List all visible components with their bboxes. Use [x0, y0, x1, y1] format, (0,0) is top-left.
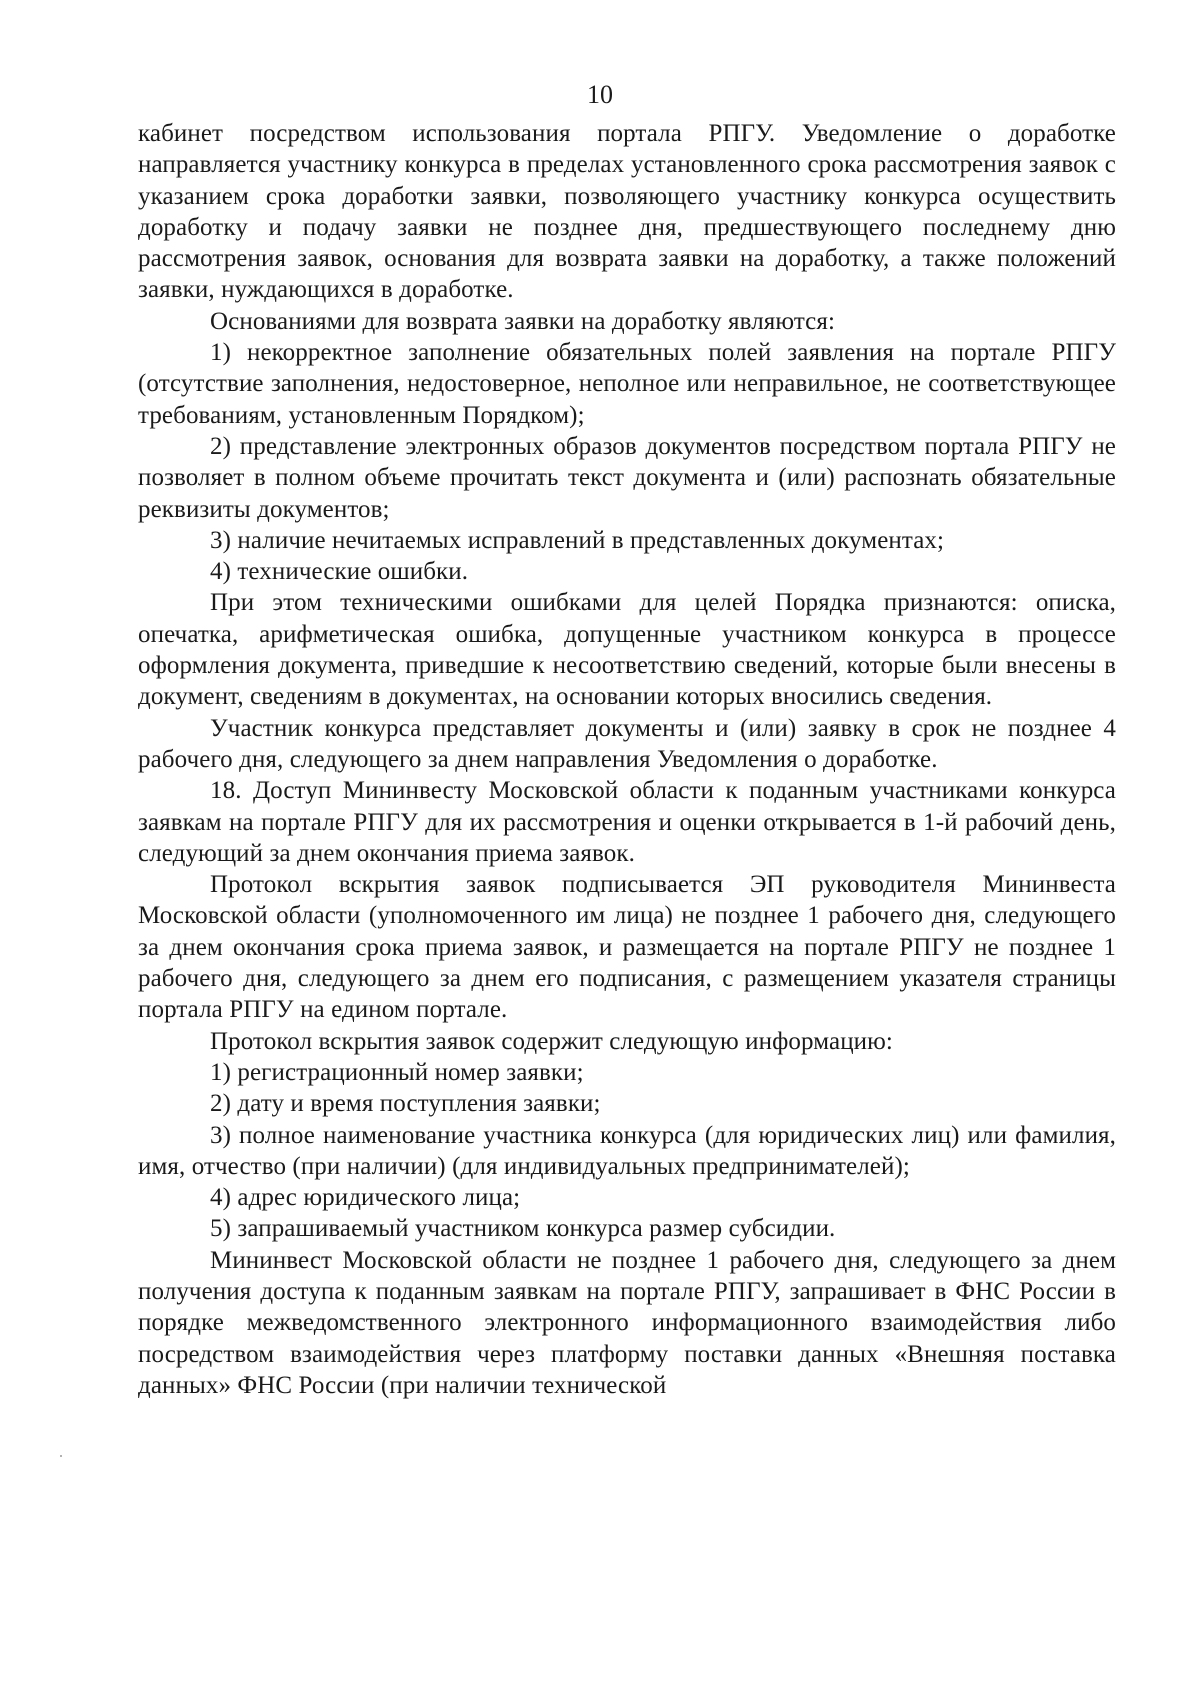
protocol-item-5: 5) запрашиваемый участником конкурса размер субсидии.	[210, 1215, 836, 1243]
document-body	[138, 118, 1116, 1401]
list-item-1: 1) некорректное заполнение обязательных полей заявления на портале РПГУ (отсутствие заполнения, недостоверное, неполное или неправильное, не соответствующее требованиям, установленным Порядком);	[138, 339, 1116, 429]
protocol-item-3: 3) полное наименование участника конкурса (для юридических лиц) или фамилия, имя, отчество (при наличии) (для индивидуальных предпринимателей);	[138, 1121, 1116, 1180]
protocol-item-2: 2) дату и время поступления заявки;	[210, 1090, 601, 1118]
protocol-item-1: 1) регистрационный номер заявки;	[210, 1058, 584, 1086]
paragraph-protocol-contents: Протокол вскрытия заявок содержит следующую информацию:	[210, 1027, 893, 1055]
list-item-2: 2) представление электронных образов документов посредством портала РПГУ не позволяет в полном объеме прочитать текст документа и (или) распознать обязательные реквизиты документов;	[138, 432, 1116, 523]
scan-artifact	[60, 1455, 62, 1457]
list-item-4: 4) технические ошибки.	[210, 558, 469, 586]
paragraph-protocol-signing: Протокол вскрытия заявок подписывается ЭП руководителя Мининвеста Московской области (уполномоченного им лица) не позднее 1 рабочего дня, следующего за днем окончания срока приема заявок, и размещается на портале РПГУ не позднее 1 рабочего дня, следующего за днем его подписания, с размещением указателя страницы портала РПГУ на едином портале.	[138, 871, 1116, 1024]
paragraph-continuation: кабинет посредством использования портала РПГУ. Уведомление о доработке направляется участнику конкурса в пределах установленного срока рассмотрения заявок с указанием срока доработки заявки, позволяющего участнику конкурса осуществить доработку и подачу заявки не позднее дня, предшествующего последнему дню рассмотрения заявок, основания для возврата заявки на доработку, а также положений заявки, нуждающихся в доработке.	[138, 120, 1116, 304]
paragraph-fns-request: Мининвест Московской области не позднее 1 рабочего дня, следующего за днем получения доступа к поданным заявкам на портале РПГУ, запрашивает в ФНС России в порядке межведомственного электронного информационного взаимодействия либо посредством взаимодействия через платформу поставки данных «Внешняя поставка данных» ФНС России (при наличии технической	[138, 1246, 1116, 1399]
paragraph-grounds-intro: Основаниями для возврата заявки на доработку являются:	[210, 307, 836, 335]
paragraph-resubmission: Участник конкурса представляет документы и (или) заявку в срок не позднее 4 рабочего дня, следующего за днем направления Уведомления о доработке.	[138, 714, 1116, 773]
paragraph-section-18: 18. Доступ Мининвесту Московской области к поданным участниками конкурса заявкам на портале РПГУ для их рассмотрения и оценки открывается в 1-й рабочий день, следующий за днем окончания приема заявок.	[138, 777, 1116, 867]
page-number: 10	[587, 80, 613, 109]
paragraph-technical-errors: При этом техническими ошибками для целей Порядка признаются: описка, опечатка, арифметическая ошибка, допущенные участником конкурса в процессе оформления документа, приведшие к несоответствию сведений, которые были внесены в документ, сведениям в документах, на основании которых вносились сведения.	[138, 589, 1116, 711]
list-item-3: 3) наличие нечитаемых исправлений в представленных документах;	[210, 526, 945, 554]
protocol-item-4: 4) адрес юридического лица;	[210, 1184, 521, 1212]
